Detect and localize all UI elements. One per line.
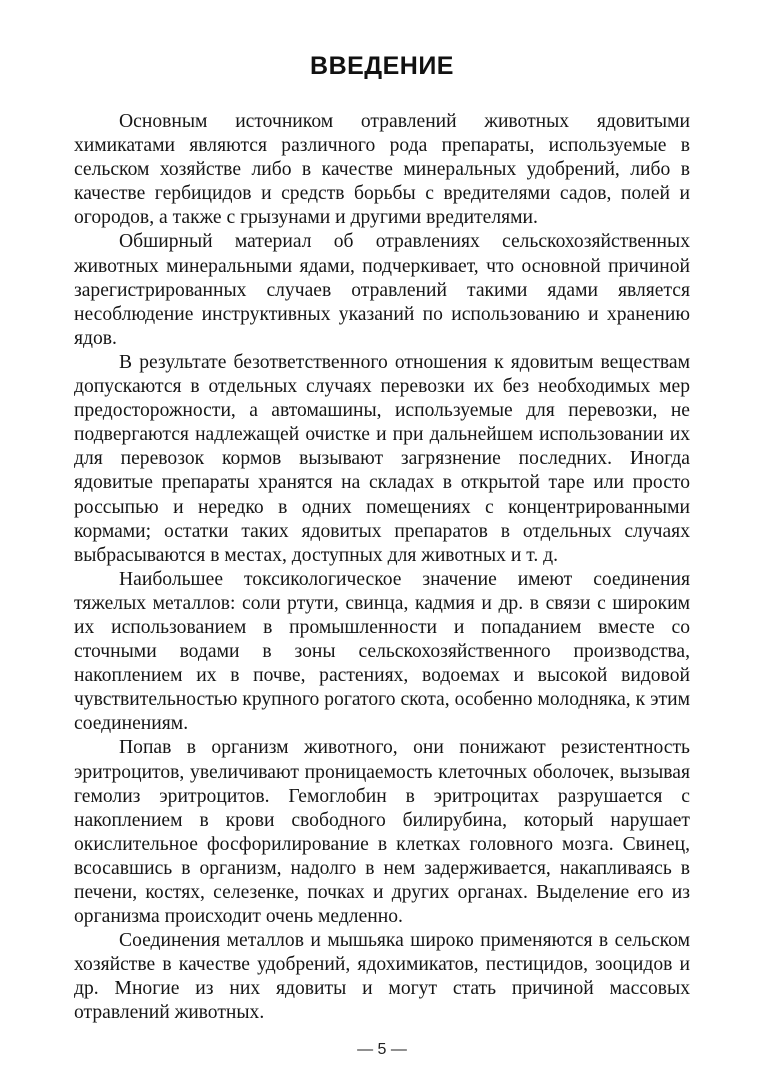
paragraph-2: Обширный материал об отравлениях сельскохозяйственных животных минеральными ядами, подчеркивает, что основной причиной зарегистрированных случаев отравлений такими ядами является несоблюдение инструктивных указаний по использованию и хранению ядов. bbox=[74, 231, 690, 349]
page-number: — 5 — bbox=[357, 1041, 407, 1058]
paragraph-4: Наибольшее токсикологическое значение имеют соединения тяжелых металлов: соли ртути, свинца, кадмия и др. в связи с широким их использованием в промышленности и попаданием вместе со сточными водами в зоны сельскохозяйственного производства, накоплением их в почве, растениях, водоемах и высокой видовой чувствительностью крупного рогатого скота, особенно молодняка, к этим соединениям. bbox=[74, 568, 690, 735]
document-page bbox=[74, 0, 690, 1079]
paragraph-6: Соединения металлов и мышьяка широко применяются в сельском хозяйстве в качестве удобрений, ядохимикатов, пестицидов, зооцидов и др. Многие из них ядовиты и могут стать причиной массовых отравлений животных. bbox=[74, 930, 690, 1024]
paragraph-1: Основным источником отравлений животных ядовитыми химикатами являются различного рода препараты, используемые в сельском хозяйстве либо в качестве минеральных удобрений, либо в качестве гербицидов и средств борьбы с вредителями садов, полей и огородов, а также с грызунами и другими вредителями. bbox=[74, 111, 690, 229]
body-text bbox=[74, 110, 690, 1026]
paragraph-3: В результате безответственного отношения к ядовитым веществам допускаются в отдельных случаях перевозки их без необходимых мер предосторожности, а автомашины, используемые для перевозки, не подвергаются надлежащей очистке и при дальнейшем использовании их для перевозок кормов вызывают загрязнение последних. Иногда ядовитые препараты хранятся на складах в открытой таре или просто россыпью и нередко в одних помещениях с концентрированными кормами; остатки таких ядовитых препаратов в отдельных случаях выбрасываются в местах, доступных для животных и т. д. bbox=[74, 351, 690, 566]
paragraph-5: Попав в организм животного, они понижают резистентность эритроцитов, увеличивают проницаемость клеточных оболочек, вызывая гемолиз эритроцитов. Гемоглобин в эритроцитах разрушается с накоплением в крови свободного билирубина, который нарушает окислительное фосфорилирование в клетках головного мозга. Свинец, всосавшись в организм, надолго в нем задерживается, накапливаясь в печени, костях, селезенке, почках и других органах. Выделение его из организма происходит очень медленно. bbox=[74, 737, 690, 928]
page-title: ВВЕДЕНИЕ bbox=[310, 52, 454, 80]
